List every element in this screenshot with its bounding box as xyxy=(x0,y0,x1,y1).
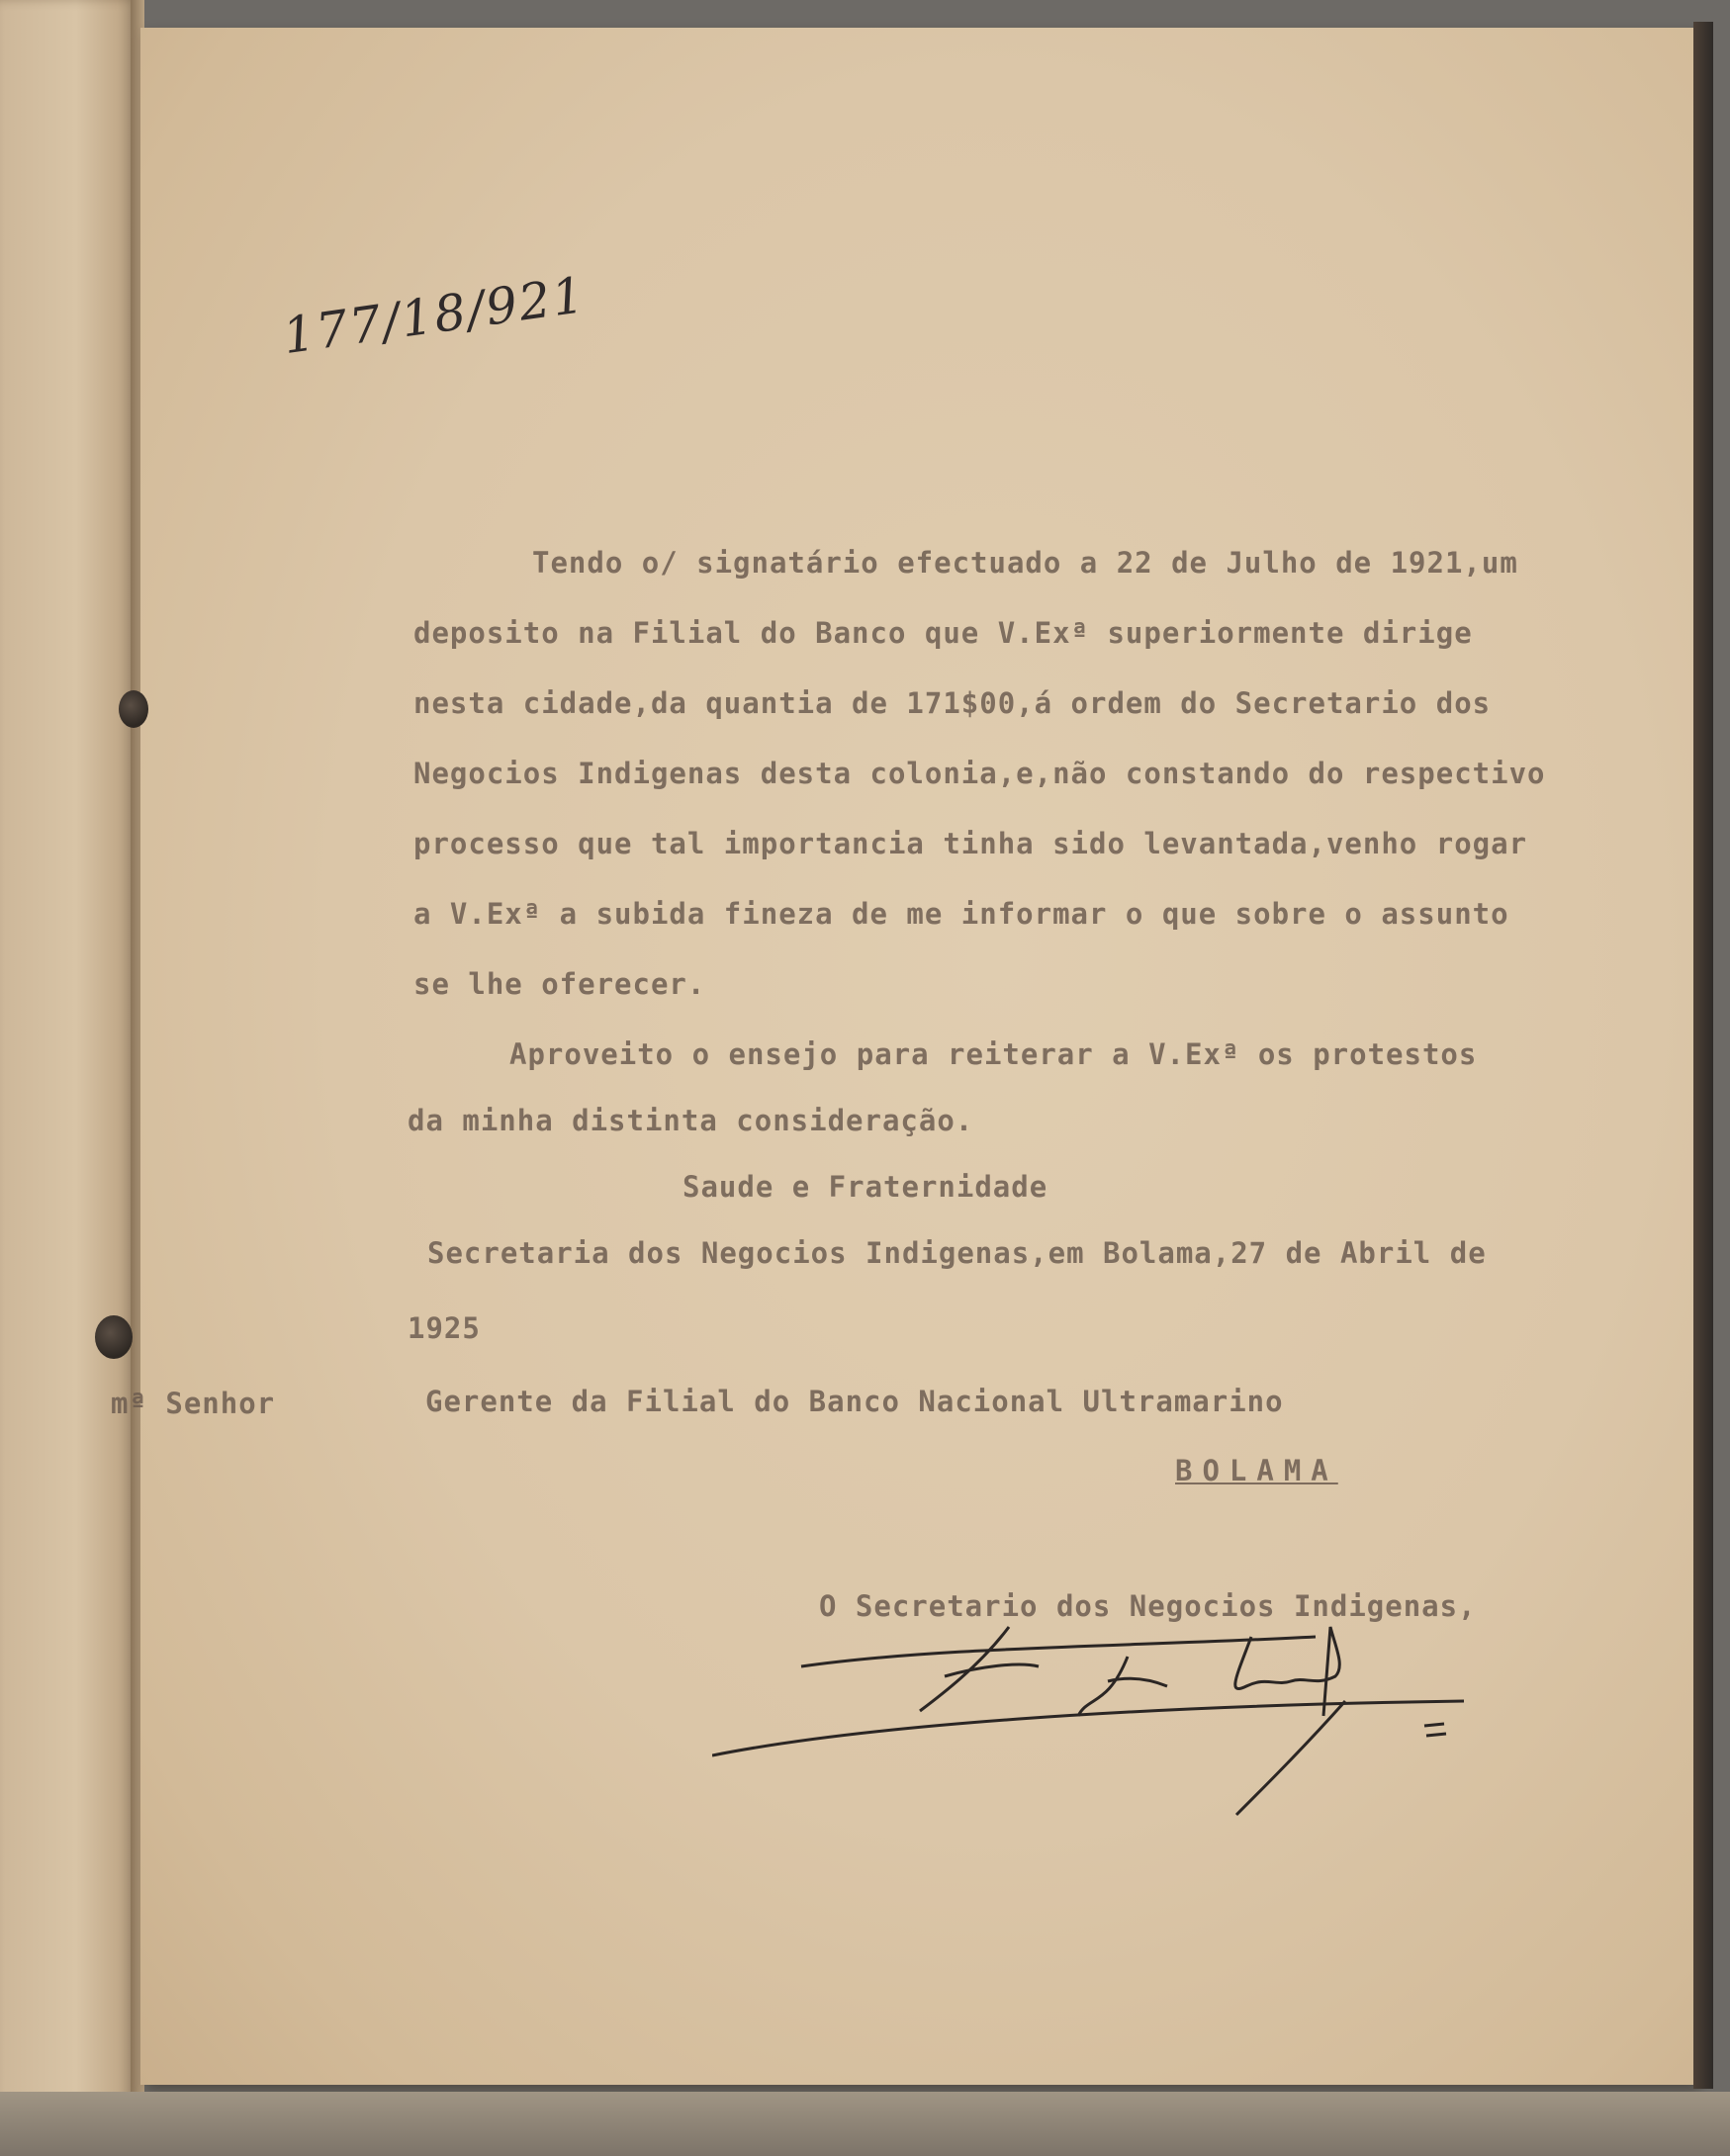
salutation: Saude e Fraternidade xyxy=(683,1170,1048,1204)
body-line-6: a V.Exª a subida fineza de me informar o que sobre o assunto xyxy=(413,897,1509,931)
body-line-9: da minha distinta consideração. xyxy=(408,1104,974,1137)
scan-bottom-band xyxy=(0,2092,1730,2156)
place-date-line-1: Secretaria dos Negocios Indigenas,em Bolama,27 de Abril de xyxy=(427,1236,1487,1270)
body-line-2: deposito na Filial do Banco que V.Exª superiormente dirige xyxy=(413,616,1473,650)
page-edge xyxy=(1693,22,1713,2089)
left-page-margin xyxy=(0,0,138,2107)
addressee-prefix: mª Senhor xyxy=(111,1387,276,1420)
reference-number: 177/18/921 xyxy=(279,265,590,366)
signatory-title: O Secretario dos Negocios Indigenas, xyxy=(819,1589,1477,1623)
body-line-4: Negocios Indigenas desta colonia,e,não constando do respectivo xyxy=(413,757,1546,790)
body-line-3: nesta cidade,da quantia de 171$00,á ordem do Secretario dos xyxy=(413,686,1492,720)
addressee: Gerente da Filial do Banco Nacional Ultramarino xyxy=(425,1385,1284,1418)
binding-hole-icon xyxy=(95,1315,133,1359)
destination: BOLAMA xyxy=(1175,1454,1338,1487)
binding-hole-icon xyxy=(119,690,148,728)
place-date-line-2: 1925 xyxy=(408,1311,481,1345)
signature-icon xyxy=(712,1607,1503,1835)
body-line-7: se lhe oferecer. xyxy=(413,967,706,1001)
body-line-8: Aproveito o ensejo para reiterar a V.Exª os protestos xyxy=(509,1037,1478,1071)
body-line-1: Tendo o/ signatário efectuado a 22 de Julho de 1921,um xyxy=(532,546,1518,580)
body-line-5: processo que tal importancia tinha sido levantada,venho rogar xyxy=(413,827,1528,860)
